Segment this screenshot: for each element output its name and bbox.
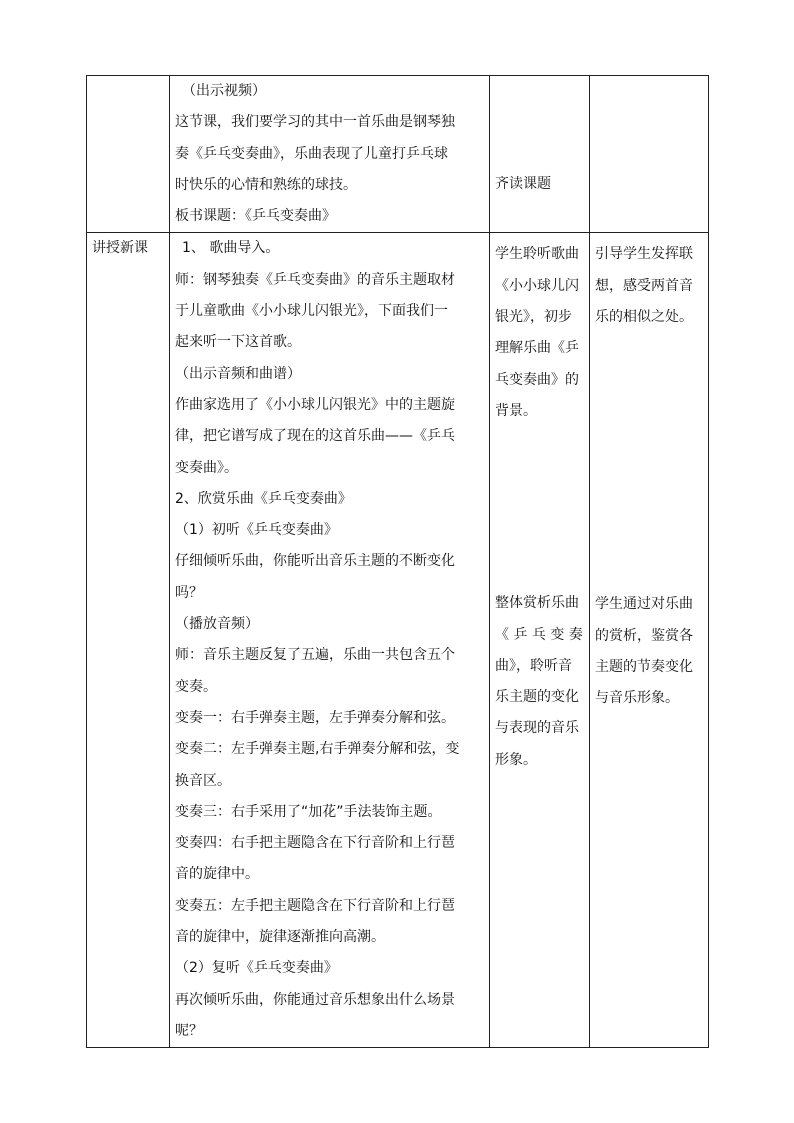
content-line: 时快乐的心情和熟练的球技。 <box>175 176 357 193</box>
student-activity-line: 理解乐曲《乒 <box>495 340 579 357</box>
content-line: 音的旋律中。 <box>175 866 259 883</box>
content-line: 变奏。 <box>175 678 217 695</box>
content-line: 1、 歌曲导入。 <box>182 240 280 257</box>
student-activity-line: 学生聆听歌曲 <box>495 246 579 263</box>
content-line: 音的旋律中，旋律逐渐推向高潮。 <box>175 929 385 946</box>
student-activity-line: 齐读课题 <box>495 176 551 192</box>
student-activity-line: 乓变奏曲》的 <box>495 371 579 388</box>
content-line: 作曲家选用了《小小球儿闪银光》中的主题旋 <box>175 396 455 413</box>
student-activity-line: 形象。 <box>495 751 537 768</box>
content-line: （出示音频和曲谱） <box>175 365 301 382</box>
content-line: 板书课题：《乒乓变奏曲》 <box>175 208 336 225</box>
student-activity-line: 《小小球儿闪 <box>495 277 579 294</box>
design-intent-line: 引导学生发挥联 <box>595 246 693 263</box>
design-intent-line: 乐的相似之处。 <box>595 309 693 326</box>
content-cell <box>170 76 490 233</box>
student-activity-line: 《 乒 乓 变 奏 <box>495 626 583 643</box>
content-line: 变奏三：右手采用了“加花”手法装饰主题。 <box>175 803 442 820</box>
content-line: 2、欣赏乐曲《乒乓变奏曲》 <box>175 490 352 507</box>
content-line: 仔细倾听乐曲，你能听出音乐主题的不断变化 <box>175 553 455 570</box>
content-line: （出示视频） <box>182 83 266 99</box>
content-line: 换音区。 <box>175 772 231 789</box>
table-row <box>87 76 709 233</box>
content-line: 起来听一下这首歌。 <box>175 334 301 351</box>
section-title: 讲授新课 <box>92 240 148 257</box>
content-line: 变奏曲》。 <box>175 459 238 476</box>
content-cell <box>170 233 490 1048</box>
content-line: 这节课，我们要学习的其中一首乐曲是钢琴独 <box>175 114 455 131</box>
student-activity-cell <box>490 233 590 1048</box>
design-intent-line: 主题的节奏变化 <box>595 658 693 675</box>
content-line: （1）初听《乒乓变奏曲》 <box>175 522 338 539</box>
content-line: 师：钢琴独奏《乒乓变奏曲》的音乐主题取材 <box>175 271 455 288</box>
student-activity-line: 背景。 <box>495 402 537 419</box>
section-cell <box>87 76 170 233</box>
student-activity-line: 乐主题的变化 <box>495 689 579 706</box>
table-row <box>87 233 709 1048</box>
content-line: 变奏一：右手弹奏主题，左手弹奏分解和弦。 <box>175 709 455 726</box>
content-line: 师：音乐主题反复了五遍，乐曲一共包含五个 <box>175 647 455 664</box>
content-line: 变奏二：左手弹奏主题,右手弹奏分解和弦，变 <box>175 741 460 758</box>
design-intent-line: 想，感受两首音 <box>595 277 693 294</box>
design-intent-line: 学生通过对乐曲 <box>595 596 693 613</box>
student-activity-line: 与表现的音乐 <box>495 720 579 737</box>
content-line: （2）复听《乒乓变奏曲》 <box>175 960 338 977</box>
section-cell <box>87 233 170 1048</box>
design-intent-line: 与音乐形象。 <box>595 690 679 707</box>
content-line: 奏《乒乓变奏曲》，乐曲表现了儿童打乒乓球 <box>175 145 448 162</box>
design-intent-line: 的赏析，鉴赏各 <box>595 627 693 644</box>
content-line: 于儿童歌曲《小小球儿闪银光》，下面我们一 <box>175 303 448 320</box>
content-line: 变奏四：右手把主题隐含在下行音阶和上行琶 <box>175 835 455 852</box>
content-line: 再次倾听乐曲，你能通过音乐想象出什么场景 <box>175 991 455 1008</box>
student-activity-line: 曲》，聆听音 <box>495 657 572 674</box>
student-activity-cell <box>490 76 590 233</box>
content-line: 变奏五：左手把主题隐含在下行音阶和上行琶 <box>175 897 455 914</box>
student-activity-line: 银光》，初步 <box>495 309 572 326</box>
content-line: （播放音频） <box>175 616 259 633</box>
lesson-plan-table <box>86 75 709 1048</box>
content-line: 律，把它谱写成了现在的这首乐曲——《乒乓 <box>175 428 455 445</box>
student-activity-line: 整体赏析乐曲 <box>495 595 579 612</box>
design-intent-cell <box>590 233 709 1048</box>
content-line: 呢？ <box>175 1022 203 1039</box>
content-line: 吗？ <box>175 584 203 601</box>
design-intent-cell <box>590 76 709 233</box>
